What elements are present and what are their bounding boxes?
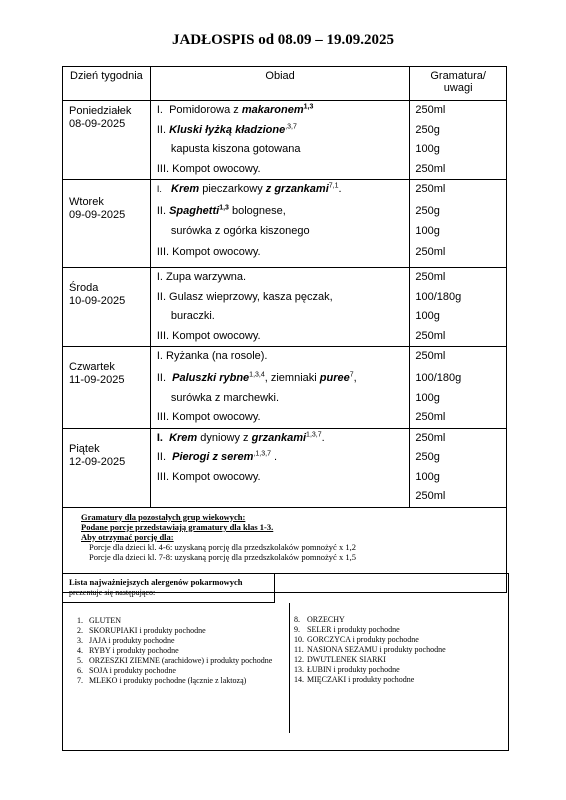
day-name: Środa [69,282,99,294]
qty-cell [410,101,507,180]
allergen-text: DWUTLENEK SIARKI [307,655,386,664]
qty-cell [410,268,507,347]
allergen-text: RYBY i produkty pochodne [89,646,179,655]
allergen-number: 12. [294,655,304,664]
allergen-item [290,635,507,645]
qty-value: 250g [415,451,440,463]
qty-value: 250ml [415,271,446,283]
notes-heading: Gramatury dla pozostałych grup wiekowych: [81,511,246,522]
dish-line: I. Krem pieczarkowy z grzankami$^{7,1}$. [156,182,342,195]
allergen-text: GORCZYCA i produkty pochodne [307,635,419,644]
allergen-number: 3. [77,636,83,645]
allergen-number: 10. [294,635,304,644]
qty-cell [410,347,507,429]
qty-value: 100g [415,224,440,237]
allergen-title: Lista najważniejszych alergenów pokarmowych [69,577,243,587]
qty-value: 100g [415,470,440,483]
allergen-number: 7. [77,676,83,685]
allergen-list-left [63,603,290,733]
allergen-item [63,646,289,656]
qty-cell [410,428,507,507]
dish-cell [150,347,410,429]
allergen-text: ORZESZKI ZIEMNE (arachidowe) i produkty pochodne [89,656,273,665]
qty-value: 100/180g [415,290,462,303]
notes-line: Porcje dla dzieci kl. 7-8: uzyskaną porcję dla przedszkolaków pomnożyć x 1,5 [89,551,356,562]
dish-line: II. Kluski łyżką kładzione$^{,3,7}$ [156,122,297,136]
allergen-item [63,626,289,636]
allergen-text: ŁUBIN i produkty pochodne [307,665,400,674]
dish-line: surówka z ogórka kiszonego [170,224,310,237]
allergen-item [63,636,289,646]
dish-line: III. Kompot owocowy. [156,470,261,483]
dish-line: kapusta kiszona gotowana [170,143,301,155]
allergen-item [63,666,289,676]
qty-value: 250ml [415,431,446,444]
dish-line: I. Zupa warzywna. [156,271,247,283]
dish-cell [150,428,410,507]
day-cell [63,268,151,347]
dish-cell [150,101,410,180]
page-title: JADŁOSPIS od 08.09 – 19.09.2025 [171,32,395,48]
allergen-header [63,574,275,603]
day-name: Piątek [69,442,100,455]
qty-value: 100/180g [415,371,462,384]
dish-line: II. Spaghetti$^{1,3}$ bolognese, [156,203,286,217]
qty-value: 250ml [415,411,446,423]
dish-line: III. Kompot owocowy. [156,411,261,423]
day-cell [63,428,151,507]
allergen-text: SKORUPIAKI i produkty pochodne [89,626,206,635]
table-row [63,101,507,180]
qty-value: 250g [415,204,440,217]
notes-heading: Aby otrzymać porcję dla: [81,531,174,542]
dish-line: II. Paluszki rybne$^{1,3,4}$, ziemniaki puree$^7$, [156,370,357,384]
allergen-item [63,656,289,666]
allergen-text: NASIONA SEZAMU i produkty pochodne [307,645,446,654]
qty-value: 250ml [415,490,446,502]
allergen-number: 2. [77,626,83,635]
allergen-list-right [290,603,507,733]
allergen-item [290,675,507,685]
qty-value: 250ml [415,104,446,116]
allergen-text: ORZECHY [307,615,345,624]
day-cell [63,180,151,268]
dish-line: III. Kompot owocowy. [156,329,261,342]
dish-line: buraczki. [170,310,215,322]
day-cell [63,347,151,429]
table-row [63,180,507,268]
notes-heading: Podane porcje przedstawiają gramatury dla klas 1-3. [81,521,274,532]
dish-line: I. Pomidorowa z makaronem$^{1,3}$ [156,103,314,116]
allergen-text: MLEKO i produkty pochodne (łącznie z laktozą) [89,676,247,685]
day-date: 10-09-2025 [69,295,126,307]
allergen-item [290,645,507,655]
allergen-number: 8. [294,615,300,624]
allergen-subtitle: prezentuje się następująco: [69,588,156,597]
dish-line: I. Ryżanka (na rosole). [156,350,268,362]
allergen-number: 14. [294,675,304,684]
allergen-number: 1. [77,616,83,625]
allergen-item [63,616,289,626]
table-row [63,347,507,429]
qty-value: 100g [415,391,440,404]
qty-cell [410,180,507,268]
day-cell [63,101,151,180]
allergen-box [62,573,509,751]
allergen-number: 6. [77,666,83,675]
dish-line: III. Kompot owocowy. [156,162,261,175]
allergen-item [63,676,289,686]
qty-value: 250ml [415,350,446,362]
allergen-item [290,665,507,675]
dish-line: surówka z marchewki. [170,391,280,404]
allergen-text: MIĘCZAKI i produkty pochodne [307,675,415,684]
allergen-item [290,655,507,665]
day-date: 12-09-2025 [69,455,126,468]
dish-line: I. Krem dyniowy z grzankami$^{1,3,7}$. [156,430,325,444]
day-date: 09-09-2025 [69,209,126,221]
allergen-number: 11. [294,645,304,654]
day-name: Czwartek [69,361,115,373]
qty-value: 250ml [415,246,446,258]
allergen-number: 5. [77,656,83,665]
menu-table [62,66,507,593]
allergen-text: JAJA i produkty pochodne [89,636,175,645]
dish-line: III. Kompot owocowy. [156,246,261,258]
table-row [63,428,507,507]
header-day: Dzień tygodnia [63,67,151,101]
dish-cell [150,180,410,268]
qty-value: 250g [415,123,440,136]
day-date: 11-09-2025 [69,374,125,386]
allergen-text: GLUTEN [89,616,121,625]
dish-line: II. Pierogi z serem$^{,1,3,7}$ . [156,450,278,463]
allergen-text: SOJA i produkty pochodne [89,666,176,675]
allergen-item [290,615,507,625]
qty-value: 250ml [415,329,446,342]
table-row [63,268,507,347]
table-header-row [63,67,507,101]
header-lunch: Obiad [150,67,410,101]
qty-value: 100g [415,310,440,322]
day-name: Poniedziałek [69,105,132,117]
allergen-number: 4. [77,646,83,655]
dish-line: II. Gulasz wieprzowy, kasza pęczak, [156,290,333,303]
allergen-number: 9. [294,625,300,634]
day-date: 08-09-2025 [69,118,126,130]
notes-line: Porcje dla dzieci kl. 4-6: uzyskaną porcję dla przedszkolaków pomnożyć x 1,2 [89,541,356,552]
day-name: Wtorek [69,196,104,208]
allergen-number: 13. [294,665,304,674]
allergen-item [290,625,507,635]
dish-cell [150,268,410,347]
allergen-text: SELER i produkty pochodne [307,625,400,634]
qty-value: 100g [415,143,440,155]
qty-value: 250ml [415,183,446,195]
header-portion: Gramatura/ uwagi [410,67,507,101]
dish-line [157,487,410,507]
qty-value: 250ml [415,162,446,175]
